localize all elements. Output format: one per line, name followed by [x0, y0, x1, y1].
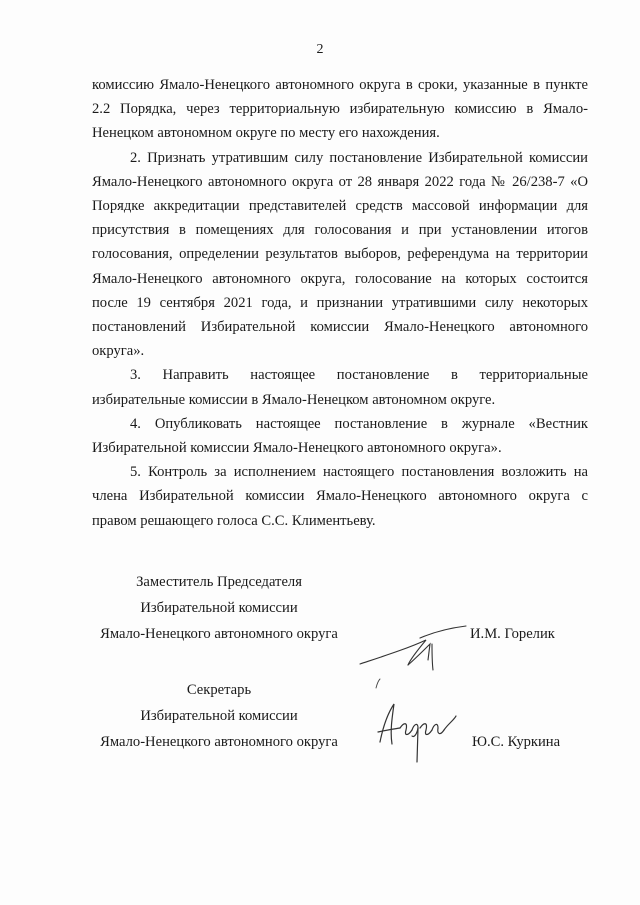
signature-title-line: Ямало-Ненецкого автономного округа — [100, 626, 338, 642]
signature-title-line: Заместитель Председателя — [136, 574, 302, 590]
paragraph-continuation: комиссию Ямало-Ненецкого автономного округа в сроки, указанные в пункте 2.2 Порядка, через территориальную избирательную комиссию в Ямало-Ненецком автономном округе по месту его нахождения. — [92, 77, 588, 142]
document-body — [92, 73, 588, 533]
paragraph-item-5: 5. Контроль за исполнением настоящего постановления возложить на члена Избирательной комиссии Ямало-Ненецкого автономного округа с правом решающего голоса С.С. Климентьеву. — [92, 464, 588, 529]
signatory-name: Ю.С. Куркина — [472, 734, 561, 750]
signature-block-deputy-chairman — [92, 570, 588, 650]
signatory-name: И.М. Горелик — [470, 626, 555, 642]
paragraph-item-3: 3. Направить настоящее постановление в территориальные избирательные комиссии в Ямало-Ненецком автономном округе. — [92, 367, 588, 408]
signature-title-line: Секретарь — [186, 682, 252, 698]
signature-title-line: Избирательной комиссии — [140, 600, 298, 616]
paragraph-item-4: 4. Опубликовать настоящее постановление в журнале «Вестник Избирательной комиссии Ямало-Ненецкого автономного округа». — [92, 415, 588, 457]
paragraph-item-2: 2. Признать утратившим силу постановление Избирательной комиссии Ямало-Ненецкого автономного округа от 28 января 2022 года № 26/238-7 «О Порядке аккредитации представителей средств массовой информации для присутствия в помещениях для голосования и при установлении итогов голосования, определении результатов выборов, референдума на территории Ямало-Ненецкого автономного округа, голосование на которых состоится после 19 сентября 2021 года, и признании утратившими силу некоторых постановлений Избирательной комиссии Ямало-Ненецкого автономного округа». — [92, 149, 588, 360]
handwritten-signature-kurkina — [370, 692, 466, 772]
signature-title-line: Ямало-Ненецкого автономного округа — [100, 734, 338, 750]
signature-block-secretary — [92, 678, 588, 758]
signature-title-line: Избирательной комиссии — [140, 708, 298, 724]
page-number: 2 — [316, 42, 324, 57]
